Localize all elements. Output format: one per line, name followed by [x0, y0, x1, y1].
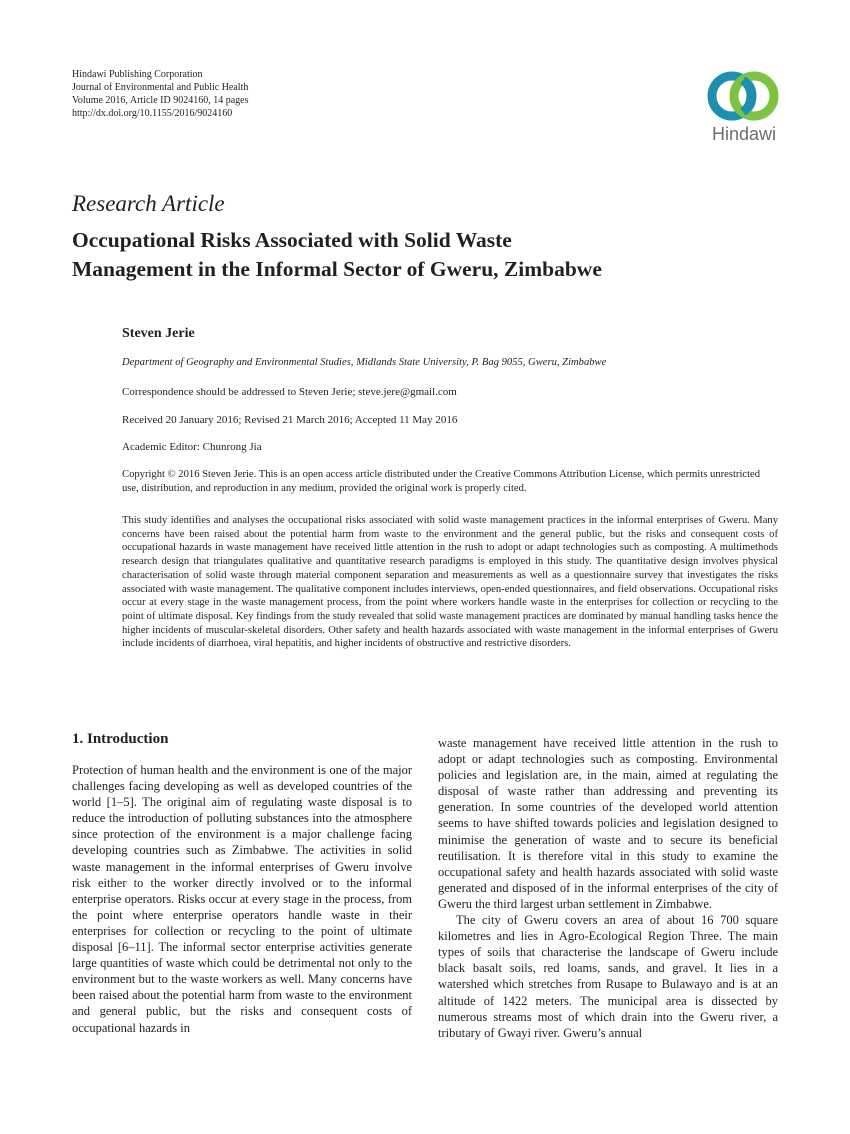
article-dates: Received 20 January 2016; Revised 21 March 2016; Accepted 11 May 2016 [122, 414, 458, 426]
paragraph: The city of Gweru covers an area of about 16 700 square kilometres and lies in Agro-Ecological Region Three. The main types of soils that characterise the landscape of Gweru include black basalt soils, red loams, sands, and gravel. It lies in a watershed which stretches from Rusape to Bulawayo and is at an altitude of 1422 meters. The municipal area is dissected by numerous streams most of which drain into the Gweru river, a tributary of Gwayi river. Gweru’s annual [438, 913, 778, 1040]
article-title [72, 226, 792, 284]
abstract: This study identifies and analyses the occupational risks associated with solid waste management practices in the informal enterprises of Gweru. Many concerns have been raised about the potential harm from waste to the environment and the general public, but the risks and consequent costs of occupational hazards in waste management have received little attention in the rush to adopt or adapt technologies such as composting. A multimethods research design that triangulates qualitative and quantitative research paradigms is employed in this study. The quantitative design involves physical characterisation of solid waste through material component separation and measurements as well as a questionnaire survey that investigates the risks associated with waste management. The qualitative component includes interviews, open-ended questionnaires, and field observations. Occupational risks occur at every stage in the waste management process, from the point where workers handle waste in the enterprises for collection or recycling to the point of ultimate disposal. Key findings from the study revealed that solid waste management practices are dominated by manual handling tasks hence the higher incidents of muscular-skeletal disorders. Other safety and health hazards associated with waste management in the informal enterprises of Gweru include incidents of diarrhoea, viral hepatitis, and higher incidents of obstructive and restrictive disorders. [122, 515, 778, 650]
article-title-line: Occupational Risks Associated with Solid Waste [72, 228, 512, 252]
copyright-notice: Copyright © 2016 Steven Jerie. This is an open access article distributed under the Creative Commons Attribution License, which permits unrestricted use, distribution, and reproduction in any medium, provided the original work is properly cited. [122, 469, 761, 494]
hindawi-logo-text: Hindawi [711, 124, 777, 144]
volume-info: Volume 2016, Article ID 9024160, 14 pages [72, 95, 249, 106]
paragraph: waste management have received little attention in the rush to adopt or adapt technologies such as composting. Environmental policies and legislation are, in the main, aimed at regulating the disposal of waste rather than addressing and preventing its generation. In some countries of the developed world attention seems to have shifted towards policies and legislation designed to minimise the generation of waste and to secure its beneficial reutilisation. It is therefore vital in this study to examine the occupational safety and health hazards associated with solid waste generated and disposed of in the informal enterprises of the city of Gweru the third largest urban settlement in Zimbabwe. [438, 736, 778, 911]
column-left [72, 762, 412, 1036]
journal-name: Journal of Environmental and Public Health [72, 82, 249, 93]
journal-header [72, 68, 248, 120]
article-type: Research Article [72, 191, 225, 216]
section-heading-introduction: 1. Introduction [72, 731, 169, 747]
author-name: Steven Jerie [122, 326, 195, 341]
publisher-name: Hindawi Publishing Corporation [72, 69, 203, 80]
paragraph: Protection of human health and the environment is one of the major challenges facing developing as well as developed countries of the world [1–5]. The original aim of regulating waste disposal is to reduce the introduction of polluting substances into the atmosphere since protection of the environment is a major challenge facing developing countries such as Zimbabwe. The activities in solid waste management in the informal enterprises of Gweru involve risk either to the worker directly involved or to the informal enterprise operators. Risks occur at every stage in the process, from the point where enterprise operators handle waste in their enterprises for collection or recycling to the point of ultimate disposal [6–11]. The informal sector enterprise activities generate large quantities of waste which could be detrimental not only to the environment but to the waste workers as well. Many concerns have been raised about the potential harm from waste to the environment and general public, but the risks and consequent costs of occupational hazards in [72, 763, 412, 1035]
correspondence: Correspondence should be addressed to Steven Jerie; steve.jere@gmail.com [122, 386, 457, 398]
academic-editor: Academic Editor: Chunrong Jia [122, 441, 262, 453]
article-title-line: Management in the Informal Sector of Gweru, Zimbabwe [72, 257, 602, 281]
author-affiliation: Department of Geography and Environmental Studies, Midlands State University, P. Bag 9055, Gweru, Zimbabwe [122, 357, 607, 368]
doi-link[interactable]: http://dx.doi.org/10.1155/2016/9024160 [72, 108, 233, 119]
column-right [438, 735, 778, 1041]
